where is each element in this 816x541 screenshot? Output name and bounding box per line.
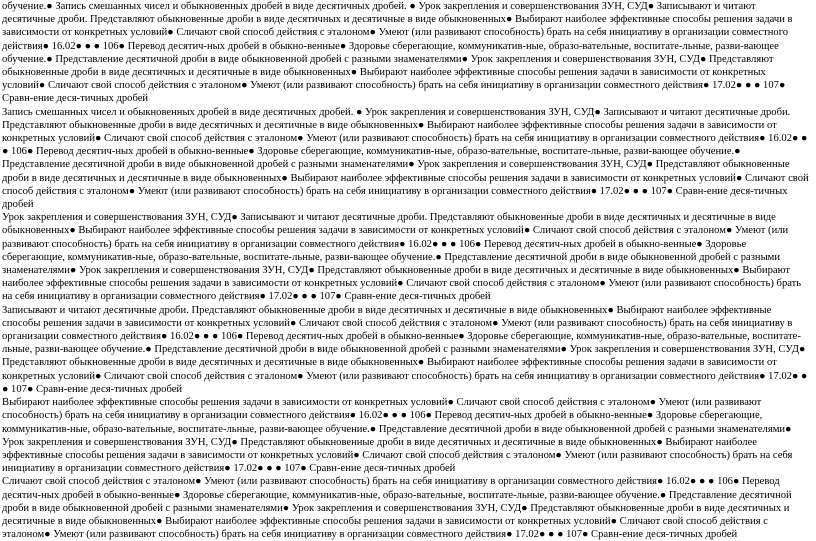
document-paragraph: Сличают свой способ действия с эталоном● Умеют (или развивают способность) брать на себя инициативу в организации совместного действия● 16.02● ● ● 106● Перевод десятич-ных дробей в обыкно-венные● Здоровье сберегающие, коммуникатив-ные, образо-вательные, воспитате-льные, разви-вающее обучение.● Представление десятичной дроби в виде обыкновенной дробей с разными знаменателями● Урок закрепления и совершенствования ЗУН, СУД● Представляют обыкновенные дроби в виде десятичных и десятичные в виде обыкновенных● Выбирают наиболее эффективные способы решения задачи в зависимости от конкретных условий● Сличают свой способ действия с эталоном● Умеют (или развивают способность) брать на себя инициативу в организации совместного действия● 17.02● ● ● 107● Сравн-ение деся-тичных дробей <box>2 476 792 541</box>
document-paragraph: Урок закрепления и совершенствования ЗУН, СУД● Записывают и читают десятичные дроби. Представляют обыкновенные дроби в виде десятичных и десятичные в виде обыкновенных● Выбирают наиболее эффективные способы решения задачи в зависимости от конкретных условий● Сличают свой способ действия с эталоном● Умеют (или развивают способность) брать на себя инициативу в организации совместного действия● 16.02● ● ● 106● Перевод десятич-ных дробей в обыкно-венные● Здоровье сберегающие, коммуникатив-ные, образо-вательные, воспитате-льные, разви-вающее обучение.● Представление десятичной дроби в виде обыкновенной дробей с разными знаменателями● Урок закрепления и совершенствования ЗУН, СУД● Представляют обыкновенные дроби в виде десятичных и десятичные в виде обыкновенных● Выбирают наиболее эффективные способы решения задачи в зависимости от конкретных условий● Сличают свой способ действия с эталоном● Умеют (или развивают способность) брать на себя инициативу в организации совместного действия● 17.02● ● ● 107● Сравн-ение деся-тичных дробей <box>2 212 802 303</box>
document-paragraph: обучение.● Запись смешанных чисел и обыкновенных дробей в виде десятичных дробей. ● Урок закрепления и совершенствования ЗУН, СУД● Записывают и читают десятичные дроби. Представляют обыкновенные дроби в виде десятичных и десятичные в виде обыкновенных● Выбирают наиболее эффективные способы решения задачи в зависимости от конкретных условий● Сличают свой способ действия с эталоном● Умеют (или развивают способность) брать на себя инициативу в организации совместного действия● 16.02● ● ● 106● Перевод десятич-ных дробей в обыкно-венные● Здоровье сберегающие, коммуникатив-ные, образо-вательные, воспитате-льные, разви-вающее обучение.● Представление десятичной дроби в виде обыкновенной дробей с разными знаменателями● Урок закрепления и совершенствования ЗУН, СУД● Представляют обыкновенные дроби в виде десятичных и десятичные в виде обыкновенных● Выбирают наиболее эффективные способы решения задачи в зависимости от конкретных условий● Сличают свой способ действия с эталоном● Умеют (или развивают способность) брать на себя инициативу в организации совместного действия● 17.02● ● ● 107● Сравн-ение деся-тичных дробей <box>2 1 793 105</box>
document-paragraph: Выбирают наиболее эффективные способы решения задачи в зависимости от конкретных условий● Сличают свой способ действия с эталоном● Умеют (или развивают способность) брать на себя инициативу в организации совместного действия● 16.02● ● ● 106● Перевод десятич-ных дробей в обыкно-венные● Здоровье сберегающие, коммуникатив-ные, образо-вательные, воспитате-льные, разви-вающее обучение.● Представление десятичной дроби в виде обыкновенной дробей с разными знаменателями● Урок закрепления и совершенствования ЗУН, СУД● Представляют обыкновенные дроби в виде десятичных и десятичные в виде обыкновенных● Выбирают наиболее эффективные способы решения задачи в зависимости от конкретных условий● Сличают свой способ действия с эталоном● Умеют (или развивают способность) брать на себя инициативу в организации совместного действия● 17.02● ● ● 107● Сравн-ение деся-тичных дробей <box>2 397 793 475</box>
document-paragraph: Запись смешанных чисел и обыкновенных дробей в виде десятичных дробей. ● Урок закрепления и совершенствования ЗУН, СУД● Записывают и читают десятичные дроби. Представляют обыкновенные дроби в виде десятичных и десятичные в виде обыкновенных● Выбирают наиболее эффективные способы решения задачи в зависимости от конкретных условий● Сличают свой способ действия с эталоном● Умеют (или развивают способность) брать на себя инициативу в организации совместного действия● 16.02● ● ● 106● Перевод десятич-ных дробей в обыкно-венные● Здоровье сберегающие, коммуникатив-ные, образо-вательные, воспитате-льные, разви-вающее обучение.● Представление десятичной дроби в виде обыкновенной дробей с разными знаменателями● Урок закрепления и совершенствования ЗУН, СУД● Представляют обыкновенные дроби в виде десятичных и десятичные в виде обыкновенных● Выбирают наиболее эффективные способы решения задачи в зависимости от конкретных условий● Сличают свой способ действия с эталоном● Умеют (или развивают способность) брать на себя инициативу в организации совместного действия● 17.02● ● ● 107● Сравн-ение деся-тичных дробей <box>2 106 809 211</box>
document-paragraph: Записывают и читают десятичные дроби. Представляют обыкновенные дроби в виде десятичных и десятичные в виде обыкновенных● Выбирают наиболее эффективные способы решения задачи в зависимости от конкретных условий● Сличают свой способ действия с эталоном● Умеют (или развивают способность) брать на себя инициативу в организации совместного действия● 16.02● ● ● 106● Перевод десятич-ных дробей в обыкно-венные● Здоровье сберегающие, коммуникатив-ные, образо-вательные, воспитате-льные, разви-вающее обучение.● Представление десятичной дроби в виде обыкновенной дробей с разными знаменателями● Урок закрепления и совершенствования ЗУН, СУД● Представляют обыкновенные дроби в виде десятичных и десятичные в виде обыкновенных● Выбирают наиболее эффективные способы решения задачи в зависимости от конкретных условий● Сличают свой способ действия с эталоном● Умеют (или развивают способность) брать на себя инициативу в организации совместного действия● 17.02● ● ● 107● Сравн-ение деся-тичных дробей <box>2 304 808 395</box>
